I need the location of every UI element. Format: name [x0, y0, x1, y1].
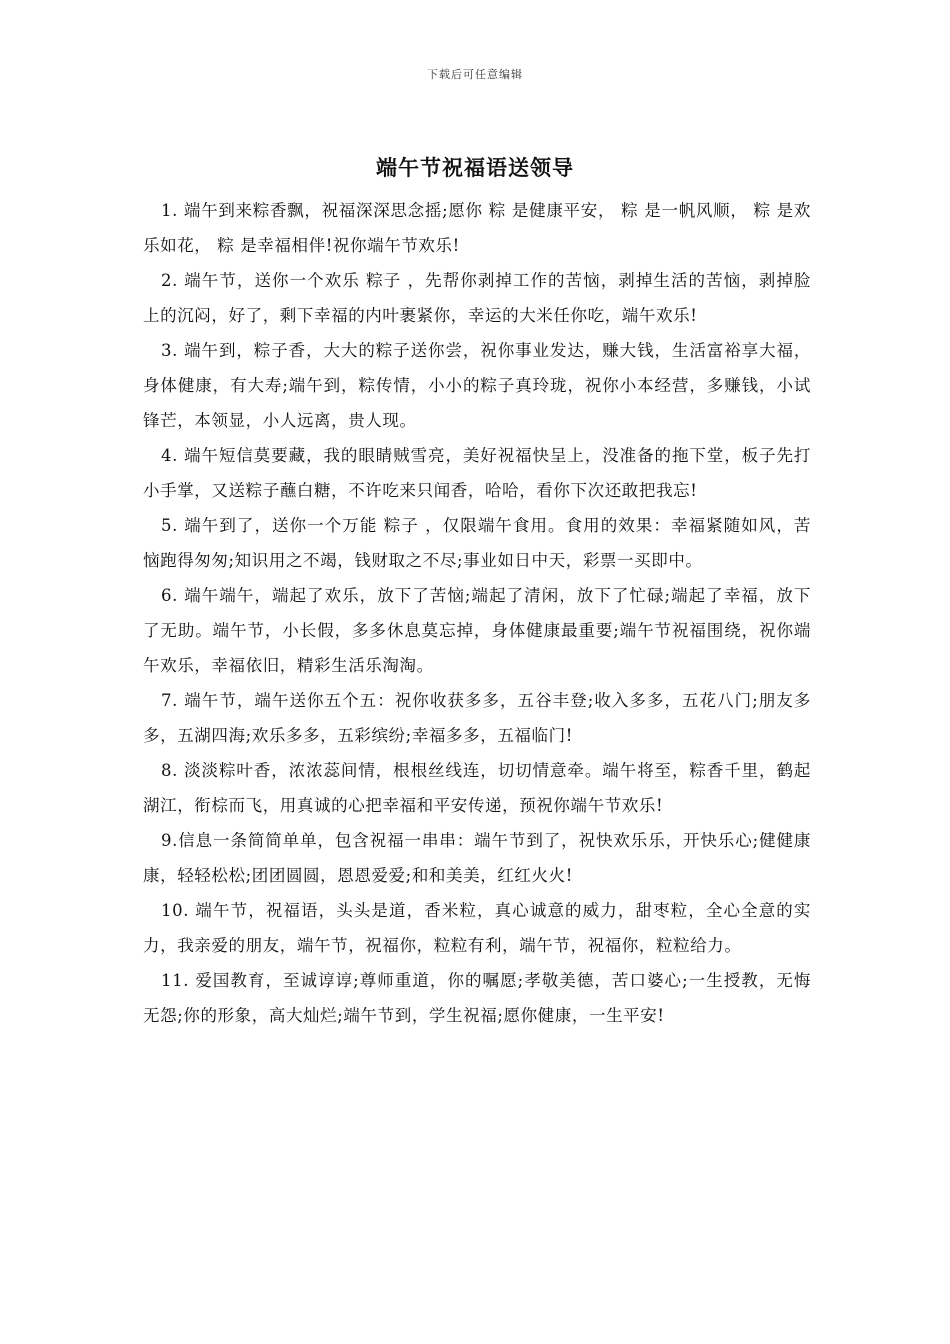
paragraph-4: 4. 端午短信莫要藏，我的眼睛贼雪亮，美好祝福快呈上，没准备的拖下堂，板子先打小手掌，又送粽子蘸白糖，不许吃来只闻香，哈哈，看你下次还敢把我忘! [143, 446, 811, 500]
paragraph-8: 8. 淡淡粽叶香，浓浓蕊间情，根根丝线连，切切情意牵。端午将至，粽香千里，鹤起湖江，衔棕而飞，用真诚的心把幸福和平安传递，预祝你端午节欢乐! [143, 761, 811, 815]
paragraph-10: 10. 端午节，祝福语，头头是道，香米粒，真心诚意的威力，甜枣粒，全心全意的实力，我亲爱的朋友，端午节，祝福你，粒粒有利，端午节，祝福你，粒粒给力。 [143, 901, 811, 955]
document-body [143, 193, 811, 1033]
paragraph-1: 1. 端午到来粽香飘，祝福深深思念摇;愿你 粽 是健康平安， 粽 是一帆风顺， 粽 是欢乐如花， 粽 是幸福相伴!祝你端午节欢乐! [143, 201, 811, 255]
document-title: 端午节祝福语送领导 [376, 155, 574, 180]
paragraph-7: 7. 端午节，端午送你五个五：祝你收获多多，五谷丰登;收入多多，五花八门;朋友多多，五湖四海;欢乐多多，五彩缤纷;幸福多多，五福临门! [143, 691, 811, 745]
header-note: 下载后可任意编辑 [427, 68, 523, 81]
paragraph-11: 11. 爱国教育，至诚谆谆;尊师重道，你的嘱愿;孝敬美德，苦口婆心;一生授教，无悔无怨;你的形象，高大灿烂;端午节到，学生祝福;愿你健康，一生平安! [143, 971, 811, 1025]
paragraph-6: 6. 端午端午，端起了欢乐，放下了苦恼;端起了清闲，放下了忙碌;端起了幸福，放下了无助。端午节，小长假，多多休息莫忘掉，身体健康最重要;端午节祝福围绕，祝你端午欢乐，幸福依旧，精彩生活乐淘淘。 [143, 586, 811, 675]
paragraph-9: 9.信息一条简简单单，包含祝福一串串：端午节到了，祝快欢乐乐，开快乐心;健健康康，轻轻松松;团团圆圆，恩恩爱爱;和和美美，红红火火! [143, 831, 811, 885]
paragraph-2: 2. 端午节，送你一个欢乐 粽子 ，先帮你剥掉工作的苦恼，剥掉生活的苦恼，剥掉脸上的沉闷，好了，剩下幸福的内叶裹紧你，幸运的大米任你吃，端午欢乐! [143, 271, 811, 325]
paragraph-5: 5. 端午到了，送你一个万能 粽子 ，仅限端午食用。食用的效果：幸福紧随如风，苦恼跑得匆匆;知识用之不竭，钱财取之不尽;事业如日中天，彩票一买即中。 [143, 516, 811, 570]
paragraph-3: 3. 端午到，粽子香，大大的粽子送你尝，祝你事业发达，赚大钱，生活富裕享大福，身体健康，有大寿;端午到，粽传情，小小的粽子真玲珑，祝你小本经营，多赚钱，小试锋芒，本领显，小人远离，贵人现。 [143, 341, 811, 430]
